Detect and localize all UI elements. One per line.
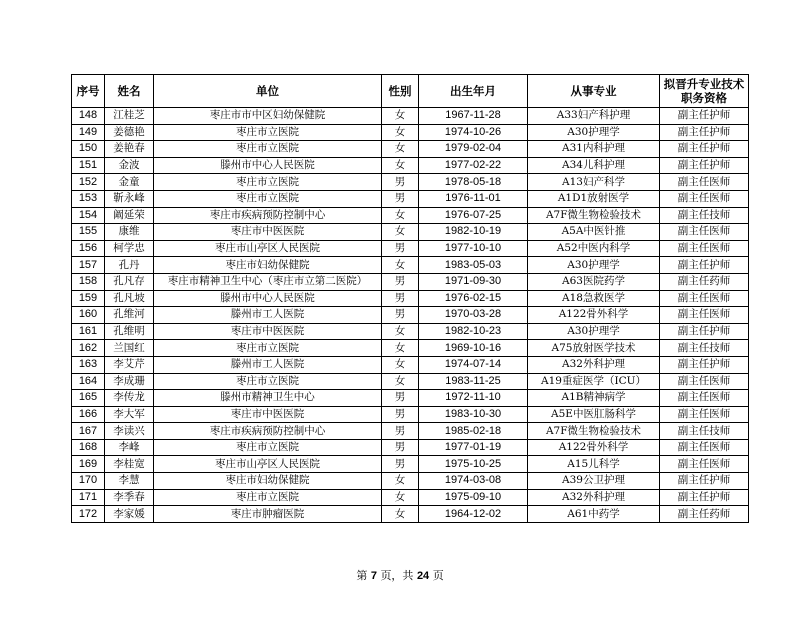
cell-qualification: 副主任药师 (660, 273, 749, 290)
table-row (72, 124, 749, 141)
cell-seq: 161 (72, 323, 105, 340)
cell-major: A39公卫护理 (528, 473, 660, 490)
cell-qualification: 副主任护师 (660, 323, 749, 340)
cell-name: 金童 (105, 174, 154, 191)
cell-name: 阚延荣 (105, 207, 154, 224)
cell-unit: 枣庄市中医医院 (154, 224, 382, 241)
cell-name: 李艾芹 (105, 356, 154, 373)
cell-seq: 163 (72, 356, 105, 373)
table-row (72, 373, 749, 390)
header-name: 姓名 (105, 75, 154, 108)
cell-qualification: 副主任医师 (660, 390, 749, 407)
cell-name: 靳永峰 (105, 190, 154, 207)
cell-unit: 枣庄市肿瘤医院 (154, 506, 382, 523)
cell-gender: 男 (382, 390, 419, 407)
cell-name: 李成珊 (105, 373, 154, 390)
cell-seq: 168 (72, 439, 105, 456)
cell-seq: 159 (72, 290, 105, 307)
cell-qualification: 副主任技师 (660, 423, 749, 440)
cell-gender: 女 (382, 257, 419, 274)
cell-unit: 滕州市中心人民医院 (154, 157, 382, 174)
cell-gender: 女 (382, 141, 419, 158)
cell-major: A122骨外科学 (528, 439, 660, 456)
cell-seq: 154 (72, 207, 105, 224)
cell-gender: 男 (382, 190, 419, 207)
cell-seq: 165 (72, 390, 105, 407)
cell-unit: 枣庄市精神卫生中心（枣庄市立第二医院） (154, 273, 382, 290)
cell-seq: 153 (72, 190, 105, 207)
cell-seq: 169 (72, 456, 105, 473)
cell-gender: 男 (382, 456, 419, 473)
cell-unit: 枣庄市立医院 (154, 124, 382, 141)
table-row (72, 456, 749, 473)
cell-gender: 女 (382, 224, 419, 241)
cell-gender: 男 (382, 174, 419, 191)
cell-birth: 1982-10-19 (419, 224, 528, 241)
table-row (72, 390, 749, 407)
cell-seq: 166 (72, 406, 105, 423)
table-row (72, 439, 749, 456)
table-row (72, 141, 749, 158)
cell-birth: 1976-11-01 (419, 190, 528, 207)
cell-gender: 女 (382, 473, 419, 490)
cell-unit: 枣庄市山亭区人民医院 (154, 456, 382, 473)
table-header-row (72, 75, 749, 108)
cell-qualification: 副主任医师 (660, 439, 749, 456)
table-row (72, 489, 749, 506)
cell-gender: 女 (382, 373, 419, 390)
cell-qualification: 副主任护师 (660, 141, 749, 158)
cell-seq: 170 (72, 473, 105, 490)
cell-unit: 枣庄市立医院 (154, 439, 382, 456)
cell-birth: 1974-10-26 (419, 124, 528, 141)
cell-seq: 171 (72, 489, 105, 506)
cell-major: A33妇产科护理 (528, 108, 660, 125)
cell-birth: 1971-09-30 (419, 273, 528, 290)
cell-seq: 164 (72, 373, 105, 390)
table-row (72, 207, 749, 224)
cell-seq: 148 (72, 108, 105, 125)
cell-major: A30护理学 (528, 124, 660, 141)
cell-qualification: 副主任护师 (660, 473, 749, 490)
footer-prefix: 第 (356, 569, 368, 582)
table-row (72, 240, 749, 257)
cell-birth: 1969-10-16 (419, 340, 528, 357)
cell-name: 李读兴 (105, 423, 154, 440)
cell-major: A7F微生物检验技术 (528, 423, 660, 440)
cell-major: A30护理学 (528, 323, 660, 340)
table-row (72, 323, 749, 340)
cell-gender: 男 (382, 240, 419, 257)
cell-unit: 枣庄市妇幼保健院 (154, 257, 382, 274)
cell-major: A31内科护理 (528, 141, 660, 158)
cell-gender: 女 (382, 506, 419, 523)
header-qualification: 拟晋升专业技术职务资格 (660, 75, 749, 108)
cell-major: A18急救医学 (528, 290, 660, 307)
cell-major: A19重症医学（ICU） (528, 373, 660, 390)
cell-birth: 1978-05-18 (419, 174, 528, 191)
header-seq: 序号 (72, 75, 105, 108)
cell-name: 孔维明 (105, 323, 154, 340)
footer-total-pages: 24 (416, 570, 430, 582)
cell-qualification: 副主任医师 (660, 174, 749, 191)
table-row (72, 406, 749, 423)
table-row (72, 506, 749, 523)
cell-qualification: 副主任医师 (660, 240, 749, 257)
cell-unit: 枣庄市立医院 (154, 489, 382, 506)
cell-name: 李峰 (105, 439, 154, 456)
cell-gender: 女 (382, 157, 419, 174)
cell-qualification: 副主任护师 (660, 157, 749, 174)
cell-unit: 枣庄市立医院 (154, 373, 382, 390)
cell-name: 李慧 (105, 473, 154, 490)
cell-gender: 男 (382, 439, 419, 456)
cell-birth: 1972-11-10 (419, 390, 528, 407)
cell-qualification: 副主任医师 (660, 190, 749, 207)
cell-qualification: 副主任技师 (660, 207, 749, 224)
cell-gender: 女 (382, 489, 419, 506)
table-row (72, 257, 749, 274)
cell-birth: 1977-10-10 (419, 240, 528, 257)
cell-qualification: 副主任护师 (660, 489, 749, 506)
cell-gender: 男 (382, 273, 419, 290)
cell-major: A5E中医肛肠科学 (528, 406, 660, 423)
cell-unit: 枣庄市疾病预防控制中心 (154, 207, 382, 224)
cell-birth: 1967-11-28 (419, 108, 528, 125)
cell-qualification: 副主任医师 (660, 456, 749, 473)
cell-qualification: 副主任医师 (660, 224, 749, 241)
cell-unit: 滕州市中心人民医院 (154, 290, 382, 307)
cell-name: 李传龙 (105, 390, 154, 407)
cell-major: A15儿科学 (528, 456, 660, 473)
cell-name: 孔凡坡 (105, 290, 154, 307)
cell-unit: 枣庄市立医院 (154, 190, 382, 207)
cell-seq: 149 (72, 124, 105, 141)
cell-qualification: 副主任技师 (660, 340, 749, 357)
cell-birth: 1983-05-03 (419, 257, 528, 274)
footer-suffix: 页 (432, 569, 444, 582)
cell-unit: 滕州市工人医院 (154, 307, 382, 324)
cell-birth: 1983-10-30 (419, 406, 528, 423)
cell-birth: 1976-02-15 (419, 290, 528, 307)
table-row (72, 224, 749, 241)
cell-birth: 1970-03-28 (419, 307, 528, 324)
cell-seq: 155 (72, 224, 105, 241)
cell-birth: 1975-09-10 (419, 489, 528, 506)
cell-gender: 女 (382, 108, 419, 125)
cell-qualification: 副主任医师 (660, 307, 749, 324)
cell-major: A32外科护理 (528, 489, 660, 506)
cell-qualification: 副主任医师 (660, 373, 749, 390)
cell-seq: 160 (72, 307, 105, 324)
cell-seq: 162 (72, 340, 105, 357)
table-row (72, 174, 749, 191)
cell-birth: 1976-07-25 (419, 207, 528, 224)
cell-name: 柯学忠 (105, 240, 154, 257)
cell-major: A5A中医针推 (528, 224, 660, 241)
cell-gender: 男 (382, 307, 419, 324)
footer-page-number: 7 (370, 570, 377, 582)
cell-major: A7F微生物检验技术 (528, 207, 660, 224)
footer-mid: 页，共 (380, 569, 414, 582)
cell-unit: 枣庄市妇幼保健院 (154, 473, 382, 490)
cell-major: A30护理学 (528, 257, 660, 274)
cell-seq: 158 (72, 273, 105, 290)
cell-unit: 枣庄市疾病预防控制中心 (154, 423, 382, 440)
cell-name: 姜艳春 (105, 141, 154, 158)
cell-gender: 女 (382, 356, 419, 373)
cell-unit: 枣庄市中医医院 (154, 323, 382, 340)
table-row (72, 108, 749, 125)
cell-seq: 167 (72, 423, 105, 440)
cell-name: 李桂宽 (105, 456, 154, 473)
cell-seq: 157 (72, 257, 105, 274)
cell-name: 孔凡存 (105, 273, 154, 290)
candidate-table (71, 74, 749, 523)
cell-gender: 男 (382, 423, 419, 440)
header-major: 从事专业 (528, 75, 660, 108)
cell-birth: 1964-12-02 (419, 506, 528, 523)
cell-name: 李家媛 (105, 506, 154, 523)
cell-name: 金波 (105, 157, 154, 174)
cell-name: 姜德艳 (105, 124, 154, 141)
cell-name: 兰国红 (105, 340, 154, 357)
cell-unit: 枣庄市立医院 (154, 141, 382, 158)
cell-unit: 枣庄市山亭区人民医院 (154, 240, 382, 257)
cell-name: 江桂芝 (105, 108, 154, 125)
cell-qualification: 副主任护师 (660, 257, 749, 274)
header-gender: 性别 (382, 75, 419, 108)
cell-gender: 女 (382, 207, 419, 224)
cell-qualification: 副主任医师 (660, 406, 749, 423)
cell-qualification: 副主任护师 (660, 356, 749, 373)
cell-qualification: 副主任药师 (660, 506, 749, 523)
cell-seq: 152 (72, 174, 105, 191)
table-row (72, 290, 749, 307)
table-row (72, 157, 749, 174)
cell-unit: 滕州市工人医院 (154, 356, 382, 373)
cell-major: A75放射医学技术 (528, 340, 660, 357)
cell-birth: 1985-02-18 (419, 423, 528, 440)
header-unit: 单位 (154, 75, 382, 108)
cell-birth: 1975-10-25 (419, 456, 528, 473)
cell-unit: 枣庄市立医院 (154, 340, 382, 357)
cell-seq: 156 (72, 240, 105, 257)
page-footer (0, 567, 800, 583)
cell-name: 李季春 (105, 489, 154, 506)
table-row (72, 340, 749, 357)
cell-seq: 151 (72, 157, 105, 174)
cell-gender: 男 (382, 290, 419, 307)
cell-name: 康维 (105, 224, 154, 241)
cell-name: 孔维河 (105, 307, 154, 324)
cell-birth: 1974-07-14 (419, 356, 528, 373)
cell-qualification: 副主任护师 (660, 124, 749, 141)
cell-birth: 1977-01-19 (419, 439, 528, 456)
cell-major: A52中医内科学 (528, 240, 660, 257)
cell-major: A122骨外科学 (528, 307, 660, 324)
cell-birth: 1979-02-04 (419, 141, 528, 158)
cell-birth: 1977-02-22 (419, 157, 528, 174)
cell-birth: 1974-03-08 (419, 473, 528, 490)
table-row (72, 190, 749, 207)
cell-unit: 滕州市精神卫生中心 (154, 390, 382, 407)
cell-major: A13妇产科学 (528, 174, 660, 191)
cell-unit: 枣庄市市中区妇幼保健院 (154, 108, 382, 125)
cell-qualification: 副主任护师 (660, 108, 749, 125)
cell-gender: 女 (382, 124, 419, 141)
cell-unit: 枣庄市中医医院 (154, 406, 382, 423)
table-row (72, 273, 749, 290)
cell-gender: 女 (382, 323, 419, 340)
cell-qualification: 副主任医师 (660, 290, 749, 307)
cell-major: A1B精神病学 (528, 390, 660, 407)
cell-seq: 172 (72, 506, 105, 523)
cell-major: A1D1放射医学 (528, 190, 660, 207)
table-row (72, 356, 749, 373)
cell-major: A34儿科护理 (528, 157, 660, 174)
cell-gender: 女 (382, 340, 419, 357)
cell-major: A61中药学 (528, 506, 660, 523)
cell-name: 孔丹 (105, 257, 154, 274)
cell-seq: 150 (72, 141, 105, 158)
cell-gender: 男 (382, 406, 419, 423)
cell-unit: 枣庄市立医院 (154, 174, 382, 191)
cell-birth: 1982-10-23 (419, 323, 528, 340)
table-row (72, 423, 749, 440)
table-body (72, 108, 749, 523)
cell-birth: 1983-11-25 (419, 373, 528, 390)
cell-major: A63医院药学 (528, 273, 660, 290)
header-birth: 出生年月 (419, 75, 528, 108)
cell-name: 李大军 (105, 406, 154, 423)
table-row (72, 473, 749, 490)
cell-major: A32外科护理 (528, 356, 660, 373)
table-row (72, 307, 749, 324)
